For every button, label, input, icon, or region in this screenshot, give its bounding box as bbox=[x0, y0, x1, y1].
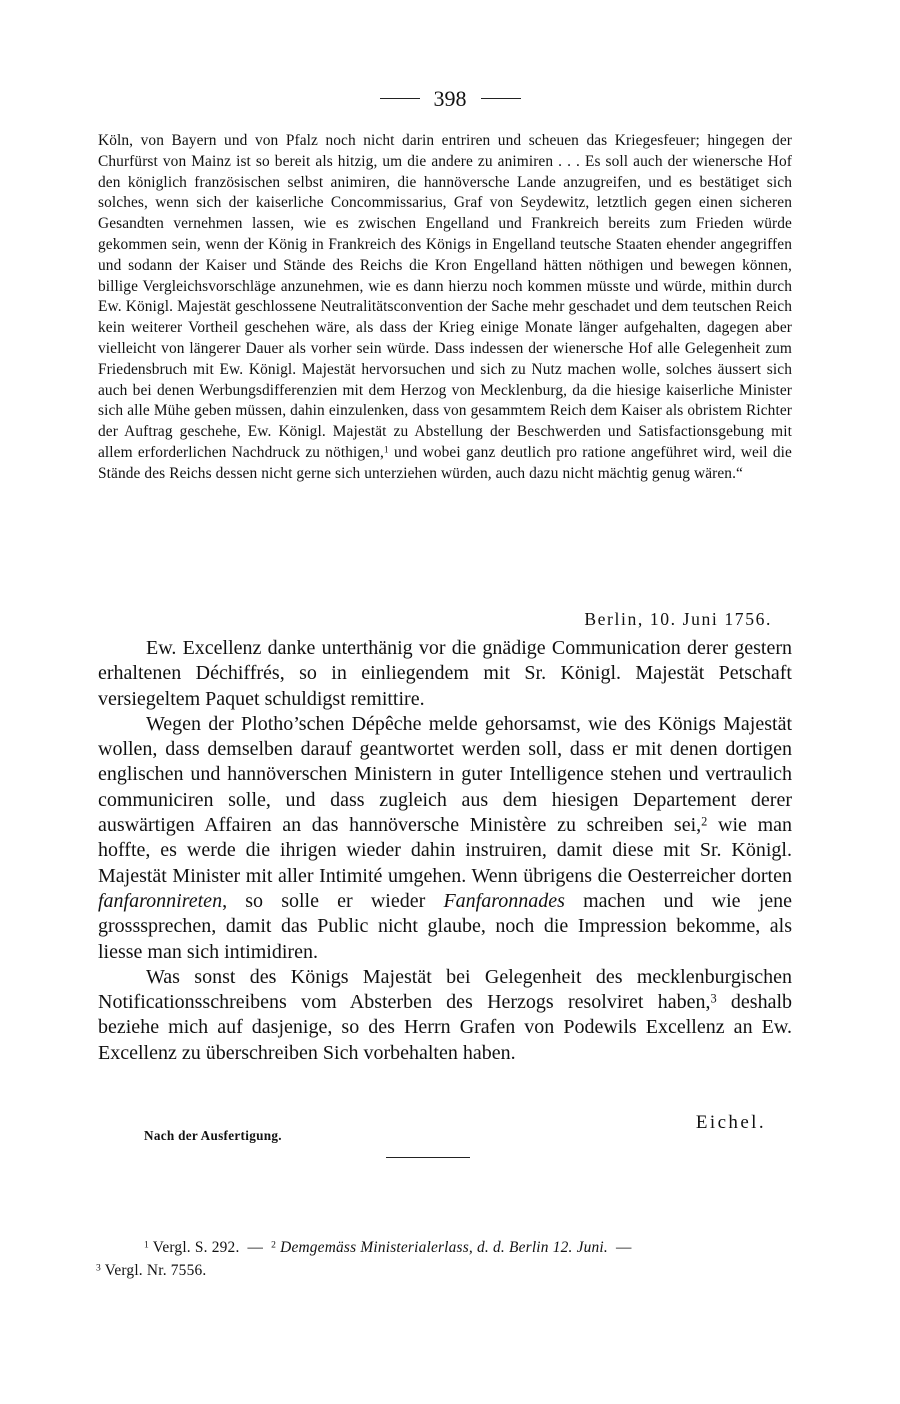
letter-paragraph-3-text: Was sonst des Königs Majestät bei Gelegenheit des mecklenburgischen Notificationsschreibens vom Absterben des Herzogs resolviret haben, bbox=[98, 965, 792, 1014]
letter-paragraph-2-text-c: , so solle er wieder bbox=[222, 889, 444, 912]
letter-paragraph-1: Ew. Excellenz danke unterthänig vor die gnädige Communication derer gestern erhaltenen Déchiffrés, so in einliegendem mit Sr. Königl. Majestät Petschaft versiegeltem Paquet schuldigst remittire. bbox=[98, 637, 792, 710]
letter-paragraph-2-text-d: machen und wie jene grosssprechen, damit das Public nicht glaube, noch die Impression bekomme, als liesse man sich intimidiren. bbox=[98, 889, 793, 963]
italic-term-fanfaronnades: Fanfaronnades bbox=[443, 889, 565, 912]
footnote-mark: 2 bbox=[271, 1239, 277, 1251]
footnote-ref-1: 1 bbox=[383, 444, 389, 456]
footnote-separator bbox=[386, 1157, 470, 1158]
quote-text: Köln, von Bayern und von Pfalz noch nicht darin entriren und scheuen das Kriegesfeuer; hingegen der Churfürst von Mainz ist so bereit als hitzig, um die andere zu animiren . . . Es soll auch der wienersche Hof den königlich französischen selbst animiren, die hannöversche Lande anzugreifen, und es bestätiget sich solches, wenn sich der kaiserliche Concommissarius, Graf von Seydewitz, letztlich gegen einen sicheren Gesandten vernehmen lassen, wie es zwischen Engelland und Frankreich bereits zum Frieden würde gekommen sein, wenn der König in Frankreich des Königs in Engelland teutsche Staaten ehender angegriffen und sodann der Kaiser und Stände des Reichs die Kron Engelland hätten nöthigen und bewegen können, billige Vergleichsvorschläge anzunehmen, wie es dann hierzu noch kommen müsste und würde, mithin durch Ew. Königl. Majestät geschlossene Neutralitätsconvention der Sache mehr geschadet und dem teutschen Reich kein weiterer Vortheil geschehen wäre, als dass der Krieg einige Monate länger aufgehalten, dagegen aber vielleicht von längerer Dauer als vorher sein würde. Dass indessen der wienersche Hof alle Gelegenheit zum Friedensbruch mit Ew. Königl. Majestät hervorsuchen und sich zu Nutz machen wolle, solches äussert sich auch bei denen Werbungsdifferenzien mit dem Herzog von Mecklenburg, da die hiesige kaiserliche Minister sich alle Mühe geben müssen, dahin einzulenken, dass von gesammtem Reich dem Kaiser als obristem Richter der Auftrag geschehe, Ew. Königl. Majestät zu Abstellung der Beschwerden und Satisfactionsgebung mit allem erforderlichen Nachdruck zu nöthigen, bbox=[98, 132, 792, 461]
page-number: 398 bbox=[433, 86, 467, 111]
letter-paragraph-2 bbox=[98, 712, 792, 965]
footnote-mark: 1 bbox=[144, 1239, 149, 1251]
letter-paragraph-3-text-b: deshalb beziehe mich auf dasjenige, so des Herrn Grafen von Podewils Excellenz an Ew. Excellenz zu überschreiben Sich vorbehalten haben. bbox=[98, 991, 792, 1064]
footnote-text: Vergl. S. 292. bbox=[152, 1239, 240, 1256]
quote-text-continued: und wobei ganz deutlich pro ratione angeführet wird, weil die Stände des Reichs dessen nicht gerne sich unterziehen würden, auch dazu nicht mächtig genug wären.“ bbox=[98, 443, 792, 482]
footnotes bbox=[96, 1237, 796, 1282]
letter-paragraph-2-text-b: wie man hoffte, es werde die ihrigen wieder dahin instruiren, damit diese mit Sr. Königl. Majestät Minister mit aller Intimité umgehen. Wenn übrigens die Oesterreicher dorten bbox=[98, 814, 792, 887]
italic-term-fanfaronnireten: fanfaronnireten bbox=[98, 889, 223, 912]
footnote-separator-dash: — bbox=[615, 1239, 632, 1256]
footnote-text: Demgemäss Ministerialerlass, d. d. Berlin 12. Juni. bbox=[280, 1239, 608, 1256]
header-dash-right bbox=[481, 98, 521, 99]
letter-body bbox=[98, 636, 792, 1066]
header-dash-left bbox=[380, 98, 420, 99]
footnote-ref-2: 2 bbox=[701, 814, 708, 829]
dateline: Berlin, 10. Juni 1756. bbox=[584, 609, 772, 629]
footnote-text: Vergl. Nr. 7556. bbox=[104, 1261, 207, 1279]
page-header bbox=[0, 84, 900, 114]
source-note: Nach der Ausfertigung. bbox=[144, 1128, 282, 1143]
footnote-line-1 bbox=[96, 1237, 796, 1260]
footnote-mark: 3 bbox=[96, 1262, 101, 1274]
letter-paragraph-3 bbox=[98, 965, 792, 1066]
quoted-report-text bbox=[98, 131, 792, 485]
letter-paragraph-2-text: Wegen der Plotho’schen Dépêche melde gehorsamst, wie des Königs Majestät wollen, dass demselben darauf geantwortet werden soll, dass er mit denen dortigen englischen und hannöverschen Ministern in guter Intelligence stehen und vertraulich communiciren solle, und dass zugleich aus dem hiesigen Departement derer auswärtigen Affairen an das hannöversche Ministère zu schreiben sei, bbox=[98, 712, 792, 837]
footnote-line-2 bbox=[96, 1260, 796, 1283]
footnote-separator-dash: — bbox=[247, 1239, 264, 1256]
signature: Eichel. bbox=[695, 1112, 766, 1133]
footnote-ref-3: 3 bbox=[710, 991, 717, 1006]
